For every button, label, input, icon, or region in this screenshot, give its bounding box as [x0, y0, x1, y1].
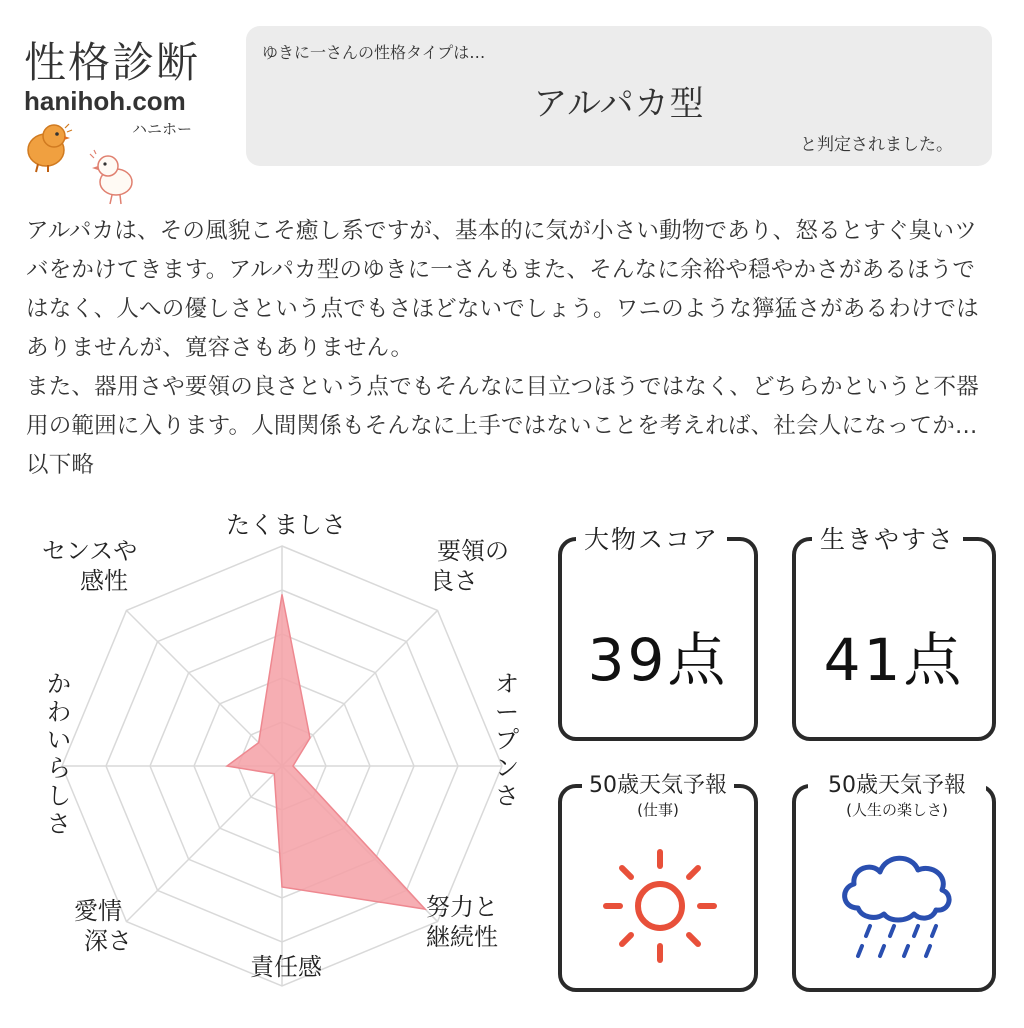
omono-score-title: 大物スコア [576, 520, 727, 556]
orange-chick-icon [28, 124, 72, 172]
logo-kana: ハニホー [132, 118, 192, 139]
axis-label-sense-line2: 感性 [34, 566, 154, 596]
radar-chart [0, 500, 540, 1024]
type-description [26, 212, 996, 485]
ikiyasusa-value: 41点 [796, 613, 992, 697]
axis-label-effort-line1: 努力と [420, 892, 530, 922]
description-paragraph: アルパカは、その風貌こそ癒し系ですが、基本的に気が小さい動物であり、怒るとすぐ臭いツバをかけてきます。アルパカ型のゆきに一さんもまた、そんなに余裕や穏やかさがあるほうではなく、人への優しさという点でもさほどないでしょう。ワニのような獰猛さがあるわけではありませんが、寛容さもありません。 [26, 212, 996, 368]
chick-mascots-icon [20, 120, 140, 210]
weather-life-subtitle: (人生の楽しさ) [814, 799, 980, 820]
result-lead: ゆきに一さんの性格タイプは… [262, 40, 485, 63]
axis-label-sense [34, 536, 154, 596]
rain-cloud-icon [836, 842, 956, 972]
result-tail: と判定されました。 [800, 130, 953, 155]
axis-label-savvy [418, 536, 528, 596]
radar-data-area [227, 594, 425, 909]
description-paragraph: また、器用さや要領の良さという点でもそんなに目立つほうではなく、どちらかというと不器用の範囲に入ります。人間関係もそんなに上手ではないことを考えれば、社会人になってか…以下略 [26, 368, 996, 485]
sun-icon [600, 846, 720, 966]
axis-label-open [492, 670, 522, 810]
logo-title: 性格診断 [24, 30, 200, 90]
axis-label-tough: たくましさ [226, 510, 346, 540]
outline-chick-icon [90, 150, 132, 204]
ikiyasusa-card [792, 537, 996, 741]
weather-work-title [582, 768, 734, 820]
omono-score-card [558, 537, 758, 741]
axis-label-responsibility: 責任感 [226, 952, 346, 982]
axis-label-affection-line1: 愛情 [52, 896, 142, 926]
axis-label-effort [420, 892, 530, 952]
weather-work-title-main: 50歳天気予報 [588, 768, 728, 799]
axis-label-open-text: オ ー プ ン さ [492, 670, 522, 810]
weather-work-subtitle: (仕事) [588, 799, 728, 820]
axis-label-affection-line2: 深さ [52, 926, 142, 956]
axis-label-affection [52, 896, 142, 956]
weather-life-title-main: 50歳天気予報 [814, 768, 980, 799]
ikiyasusa-title: 生きやすさ [812, 520, 963, 556]
personality-type: アルパカ型 [246, 76, 992, 125]
omono-score-value: 39点 [562, 613, 754, 697]
axis-label-savvy-line1: 要領の [418, 536, 528, 566]
logo-site[interactable]: hanihoh.com [24, 86, 186, 117]
axis-label-savvy-line2: 良さ [418, 566, 528, 596]
weather-life-title [808, 768, 986, 820]
axis-label-effort-line2: 継続性 [420, 922, 530, 952]
axis-label-sense-line1: センスや [34, 536, 154, 566]
axis-label-cute [44, 670, 74, 838]
axis-label-cute-text: か わ い ら し さ [44, 670, 74, 838]
